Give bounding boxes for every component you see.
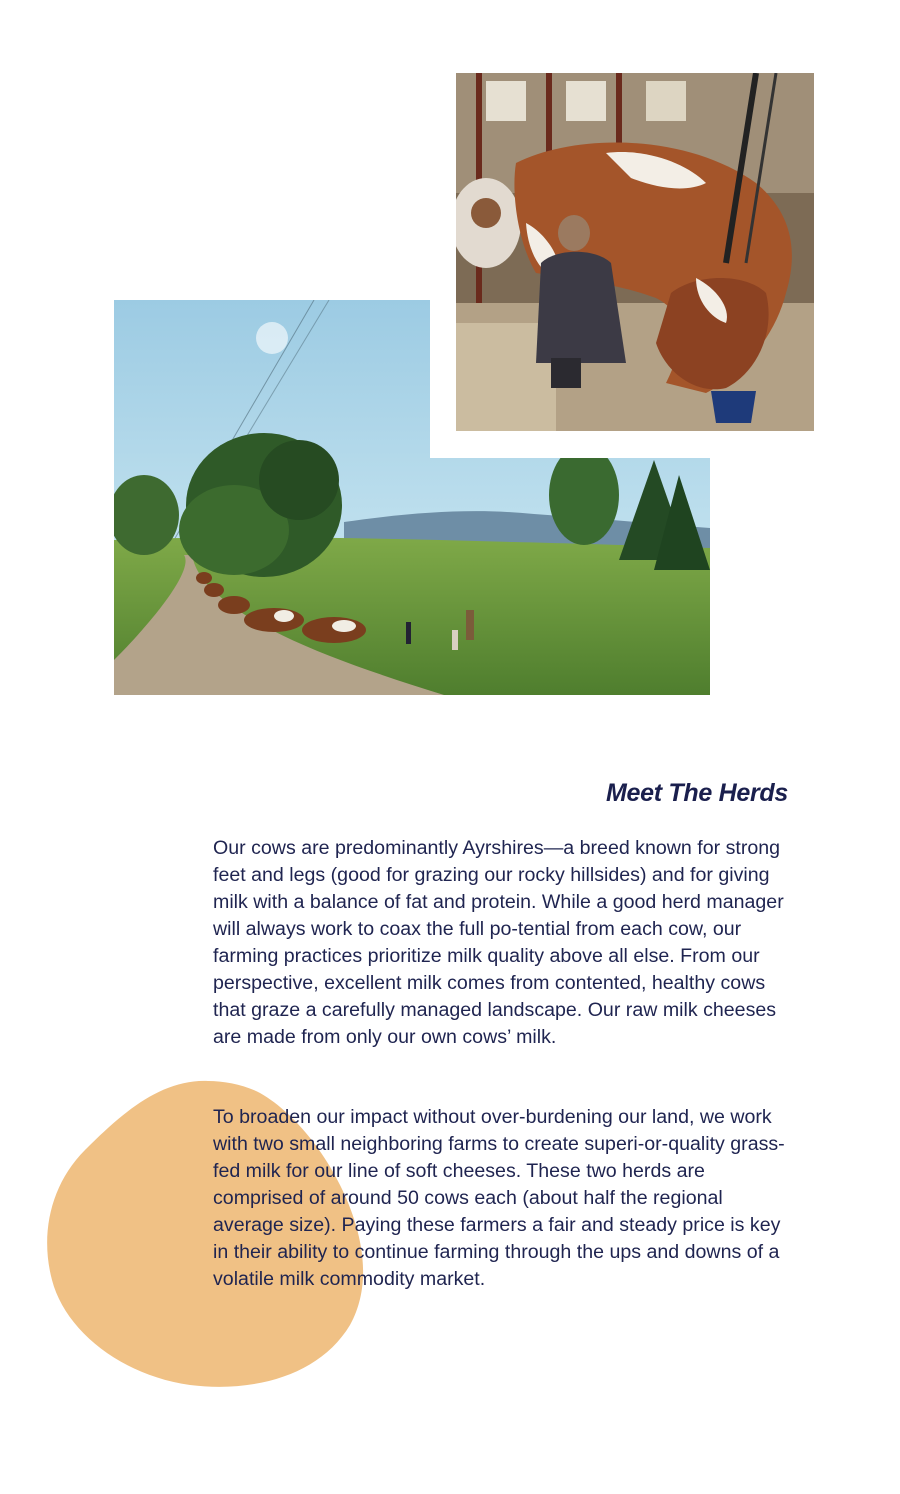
- milking-cow-photo: [456, 73, 814, 431]
- body-paragraph: Our cows are predominantly Ayrshires—a breed known for strong feet and legs (good for grazing our rocky hillsides) and for giving milk with a balance of fat and protein. While a good herd manager will always work to coax the full po-tential from each cow, our farming practices prioritize milk quality above all else. From our perspective, excellent milk comes from contented, healthy cows that graze a carefully managed landscape. Our raw milk cheeses are made from only our own cows’ milk.: [213, 837, 784, 1048]
- body-paragraph: To broaden our impact without over-burdening our land, we work with two small neighboring farms to create superi-or-quality grass-fed milk for our line of soft cheeses. These two herds are comprised of around 50 cows each (about half the regional average size). Paying these farmers a fair and steady price is key in their ability to continue farming through the ups and downs of a volatile milk commodity market.: [213, 1106, 785, 1290]
- section-heading: Meet The Herds: [606, 779, 788, 807]
